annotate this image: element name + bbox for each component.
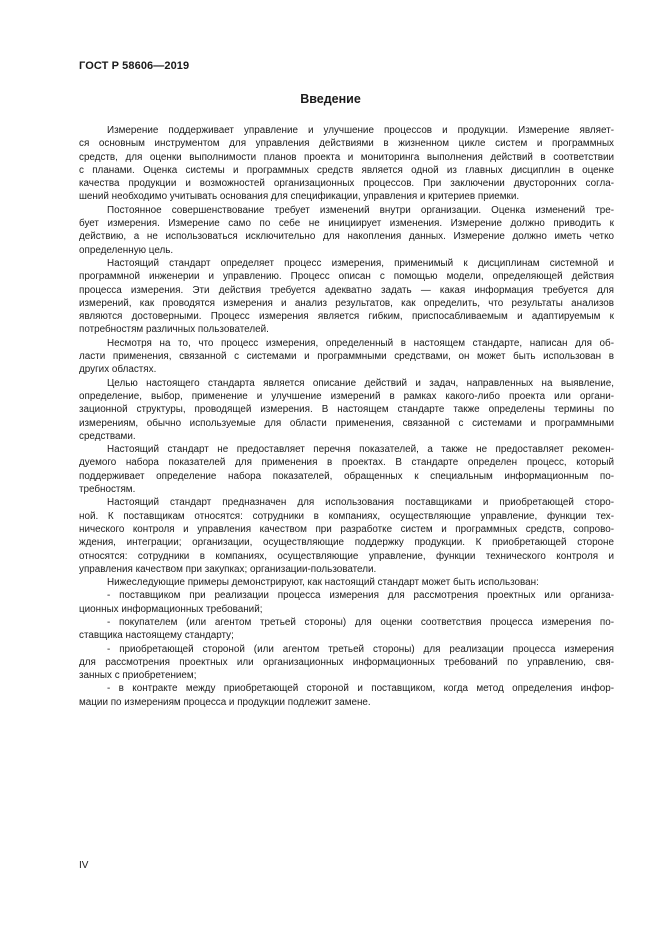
paragraph xyxy=(79,377,614,443)
paragraph xyxy=(79,589,614,616)
text-line: Несмотря на то, что процесс измерения, определенный в настоящем стандарте, написан для об- xyxy=(107,337,614,349)
text-line: дуемого набора показателей для применения в проектах. В стандарте определен процесс, который xyxy=(79,457,614,469)
text-line: определенную цель. xyxy=(79,244,174,256)
document-body xyxy=(79,124,614,709)
text-line: ставщика настоящему стандарту; xyxy=(79,630,234,642)
text-line: средств, для оценки выполнимости планов проекта и мониторинга выполнения действий в соответствии xyxy=(79,151,614,163)
paragraph xyxy=(79,337,614,377)
text-line: процесса измерения. Эти действия требуется адекватно задать — какая информация требуется для xyxy=(79,284,614,296)
text-line: мации по измерениям процесса и продукции подлежит замене. xyxy=(79,696,371,708)
text-line: требностям. xyxy=(79,484,136,496)
text-line: ласти применения, связанной с системами и программными средствами, он может быть использован в xyxy=(79,351,614,363)
text-line: - в контракте между приобретающей стороной и поставщиком, когда метод определения инфор- xyxy=(107,683,614,695)
paragraph xyxy=(79,496,614,576)
text-line: относятся: сотрудники в компаниях, осуществляющие управление, функции технического контроля и xyxy=(79,550,614,562)
paragraph xyxy=(79,204,614,257)
text-line: ционных информационных требований; xyxy=(79,603,263,615)
text-line: измерениям, обычно используемые для области применения, связанной с системами и программными xyxy=(79,417,614,429)
paragraph xyxy=(79,643,614,683)
text-line: измерений, как проводятся измерения и анализ результатов, как определить, что результаты анализов xyxy=(79,297,614,309)
text-line: качества продукции и возможностей организационных процессов. При заключении двусторонних согла- xyxy=(79,178,614,190)
text-line: ся основным инструментом для управления действиями в жизненном цикле систем и программных xyxy=(79,138,614,150)
text-line: Нижеследующие примеры демонстрируют, как настоящий стандарт может быть использован: xyxy=(107,577,539,589)
paragraph xyxy=(79,682,614,709)
text-line: - приобретающей стороной (или агентом третьей стороны) для реализации процесса измерения xyxy=(107,643,614,655)
text-line: ной. К поставщикам относятся: сотрудники в компаниях, осуществляющие управление, функции тех- xyxy=(79,510,614,522)
paragraph xyxy=(79,124,614,204)
text-line: нического контроля и управления качеством при разработке систем и программных средств, сопрово- xyxy=(79,523,614,535)
text-line: - покупателем (или агентом третьей стороны) для оценки соответствия процесса измерения по- xyxy=(107,616,614,628)
text-line: Настоящий стандарт не предоставляет перечня показателей, а также не предоставляет рекомен- xyxy=(107,444,614,456)
text-line: шений необходимо учитывать основания для спецификации, управления и критериев приемки. xyxy=(79,191,520,203)
text-line: - поставщиком при реализации процесса измерения для рассмотрения проектных или организа- xyxy=(107,590,614,602)
text-line: зационной структуры, проводящей измерения. В настоящем стандарте также определены термины по xyxy=(79,404,614,416)
text-line: определение, выбор, применение и улучшение измерений в рамках какого-либо проекта или органи- xyxy=(79,390,614,402)
text-line: Настоящий стандарт предназначен для использования поставщиками и приобретающей сторо- xyxy=(107,497,614,509)
text-line: Настоящий стандарт определяет процесс измерения, применимый к дисциплинам системной и xyxy=(107,257,614,269)
text-line: поддерживает определение набора показателей, обращенных к специальным информационным по- xyxy=(79,470,614,482)
text-line: ждения, интеграции; организации, осуществляющие поддержку продукции. К приобретающей стороне xyxy=(79,537,614,549)
paragraph xyxy=(79,257,614,337)
text-line: являются достоверными. Процесс измерения является гибким, приспосабливаемым и адаптируемым к xyxy=(79,311,614,323)
text-line: для рассмотрения проектных или организационных информационных требований по управлению, свя- xyxy=(79,656,614,668)
paragraph xyxy=(79,443,614,496)
paragraph xyxy=(79,616,614,643)
text-line: Измерение поддерживает управление и улучшение процессов и продукции. Измерение являет- xyxy=(107,125,614,136)
text-line: потребностям различных пользователей. xyxy=(79,324,269,336)
page-number: IV xyxy=(79,860,89,871)
text-line: средствами. xyxy=(79,430,136,442)
paragraph xyxy=(79,576,614,589)
text-line: занных с приобретением; xyxy=(79,670,197,682)
text-line: бует измерения. Измерение само по себе не инициирует изменения. Измерение должно приводить к xyxy=(79,218,614,230)
text-line: действию, а не использоваться исключительно для накопления данных. Измерение должно иметь четко xyxy=(79,231,614,243)
text-line: Постоянное совершенствование требует изменений внутри организации. Оценка изменений тре- xyxy=(107,204,614,216)
document-code: ГОСТ Р 58606—2019 xyxy=(79,60,190,72)
section-title: Введение xyxy=(300,92,361,106)
text-line: Целью настоящего стандарта является описание действий и задач, направленных на выявление, xyxy=(107,377,614,389)
text-line: управления качеством при закупках; организации-пользователи. xyxy=(79,563,377,575)
text-line: программной инженерии и управлению. Процесс описан с помощью модели, определяющей действия xyxy=(79,271,614,283)
text-line: других областях. xyxy=(79,364,157,376)
text-line: с планами. Оценка системы и программных средств является одной из главных дисциплин в оценке xyxy=(79,164,614,176)
